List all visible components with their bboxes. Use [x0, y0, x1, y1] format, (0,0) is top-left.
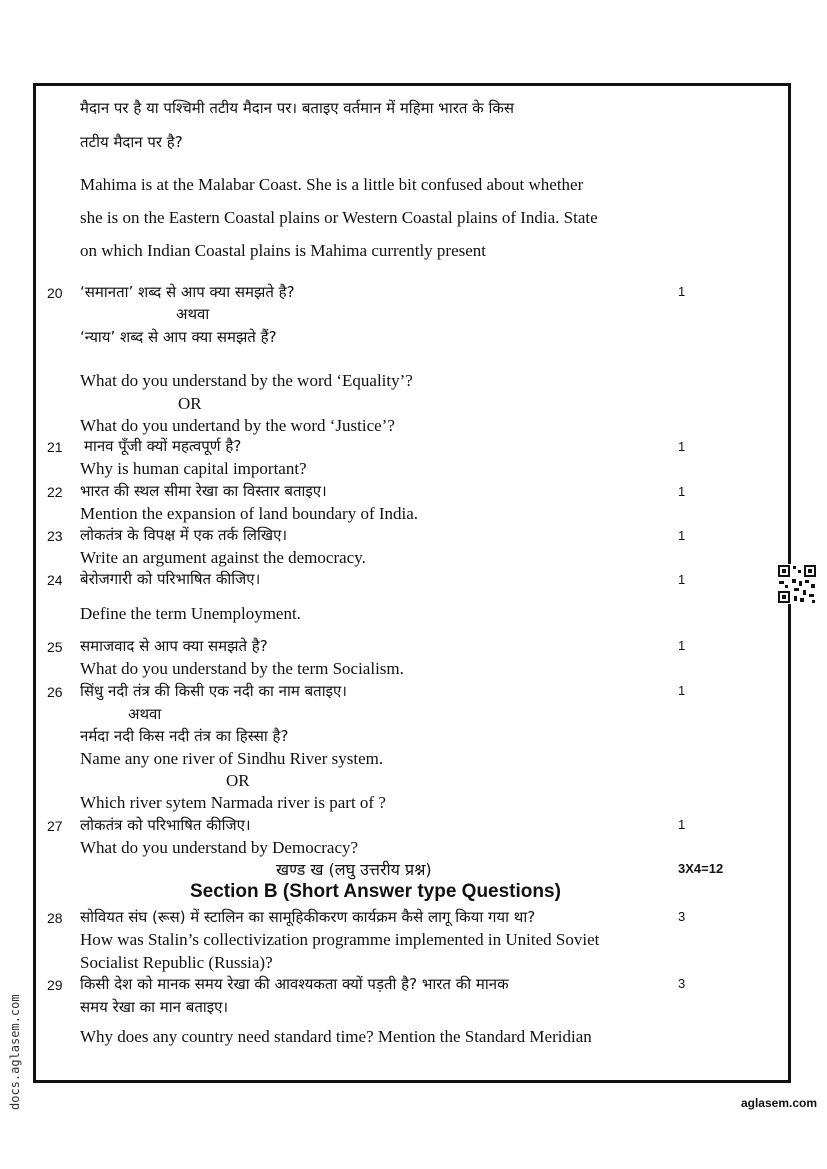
q29-hindi-line2: समय रेखा का मान बताइए। — [80, 998, 229, 1016]
question-number: 27 — [47, 818, 63, 834]
question-number: 20 — [47, 285, 63, 301]
q26-english-or: OR — [226, 771, 250, 790]
question-number: 21 — [47, 439, 63, 455]
question-number: 23 — [47, 528, 63, 544]
q27-hindi: लोकतंत्र को परिभाषित कीजिए। — [80, 816, 251, 834]
q29-hindi-line1: किसी देश को मानक समय रेखा की आवश्यकता क्यों पड़ती है? भारत की मानक — [80, 975, 509, 993]
side-watermark: docs.aglasem.com — [8, 994, 22, 1110]
q25-english: What do you understand by the term Socialism. — [80, 659, 404, 678]
q20-english-b: What do you undertand by the word ‘Justice’? — [80, 416, 395, 435]
section-b-english-title: Section B (Short Answer type Questions) — [190, 881, 561, 902]
question-marks: 1 — [678, 439, 686, 454]
q19-english-line3: on which Indian Coastal plains is Mahima currently present — [80, 241, 487, 260]
q24-english: Define the term Unemployment. — [80, 604, 301, 623]
question-marks: 1 — [678, 284, 686, 299]
question-marks: 3 — [678, 976, 686, 991]
question-marks: 3 — [678, 909, 686, 924]
question-number: 22 — [47, 484, 63, 500]
question-number: 26 — [47, 684, 63, 700]
q19-english-line2: she is on the Eastern Coastal plains or Western Coastal plains of India. State — [80, 208, 598, 227]
question-marks: 1 — [678, 817, 686, 832]
question-marks: 1 — [678, 528, 686, 543]
question-marks: 1 — [678, 638, 686, 653]
q26-hindi-a: सिंधु नदी तंत्र की किसी एक नदी का नाम बताइए। — [80, 682, 347, 700]
question-number: 25 — [47, 639, 63, 655]
q20-hindi-a: ‘समानता’ शब्द से आप क्या समझते है? — [80, 283, 295, 301]
question-number: 24 — [47, 572, 63, 588]
q26-english-b: Which river sytem Narmada river is part of ? — [80, 793, 386, 812]
q19-english-line1: Mahima is at the Malabar Coast. She is a little bit confused about whether — [80, 175, 584, 194]
q21-hindi: मानव पूँजी क्यों महत्वपूर्ण है? — [84, 437, 242, 455]
q27-english: What do you understand by Democracy? — [80, 838, 359, 857]
question-marks: 1 — [678, 683, 686, 698]
q20-english-or: OR — [178, 394, 202, 413]
section-b-marks: 3X4=12 — [678, 861, 724, 876]
question-number: 28 — [47, 910, 63, 926]
q26-hindi-b: नर्मदा नदी किस नदी तंत्र का हिस्सा है? — [80, 727, 289, 745]
q28-hindi: सोवियत संघ (रूस) में स्टालिन का सामूहिकीकरण कार्यक्रम कैसे लागू किया गया था? — [80, 908, 536, 926]
footer-link[interactable]: aglasem.com — [740, 1096, 817, 1110]
qr-code-icon — [777, 564, 817, 604]
q21-english: Why is human capital important? — [80, 459, 307, 478]
section-b-hindi-title: खण्ड ख (लघु उत्तरीय प्रश्न) — [276, 860, 432, 879]
q23-hindi: लोकतंत्र के विपक्ष में एक तर्क लिखिए। — [80, 526, 288, 544]
q26-english-a: Name any one river of Sindhu River system. — [80, 749, 384, 768]
q24-hindi: बेरोजगारी को परिभाषित कीजिए। — [80, 570, 261, 588]
q19-hindi-line2: तटीय मैदान पर है? — [80, 133, 183, 151]
q28-english-line1: How was Stalin’s collectivization programme implemented in United Soviet — [80, 930, 600, 949]
q29-english: Why does any country need standard time? Mention the Standard Meridian — [80, 1027, 592, 1046]
q25-hindi: समाजवाद से आप क्या समझते है? — [80, 637, 268, 655]
question-number: 29 — [47, 977, 63, 993]
q19-hindi-line1: मैदान पर है या पश्चिमी तटीय मैदान पर। बताइए वर्तमान में महिमा भारत के किस — [80, 99, 515, 117]
question-marks: 1 — [678, 572, 686, 587]
q20-hindi-or: अथवा — [176, 305, 210, 323]
q26-hindi-or: अथवा — [128, 705, 162, 723]
q20-english-a: What do you understand by the word ‘Equality’? — [80, 371, 413, 390]
q20-hindi-b: ‘न्याय’ शब्द से आप क्या समझते हैं? — [80, 328, 277, 346]
q28-english-line2: Socialist Republic (Russia)? — [80, 953, 273, 972]
question-marks: 1 — [678, 484, 686, 499]
q23-english: Write an argument against the democracy. — [80, 548, 366, 567]
q22-hindi: भारत की स्थल सीमा रेखा का विस्तार बताइए। — [80, 482, 327, 500]
q22-english: Mention the expansion of land boundary of India. — [80, 504, 419, 523]
